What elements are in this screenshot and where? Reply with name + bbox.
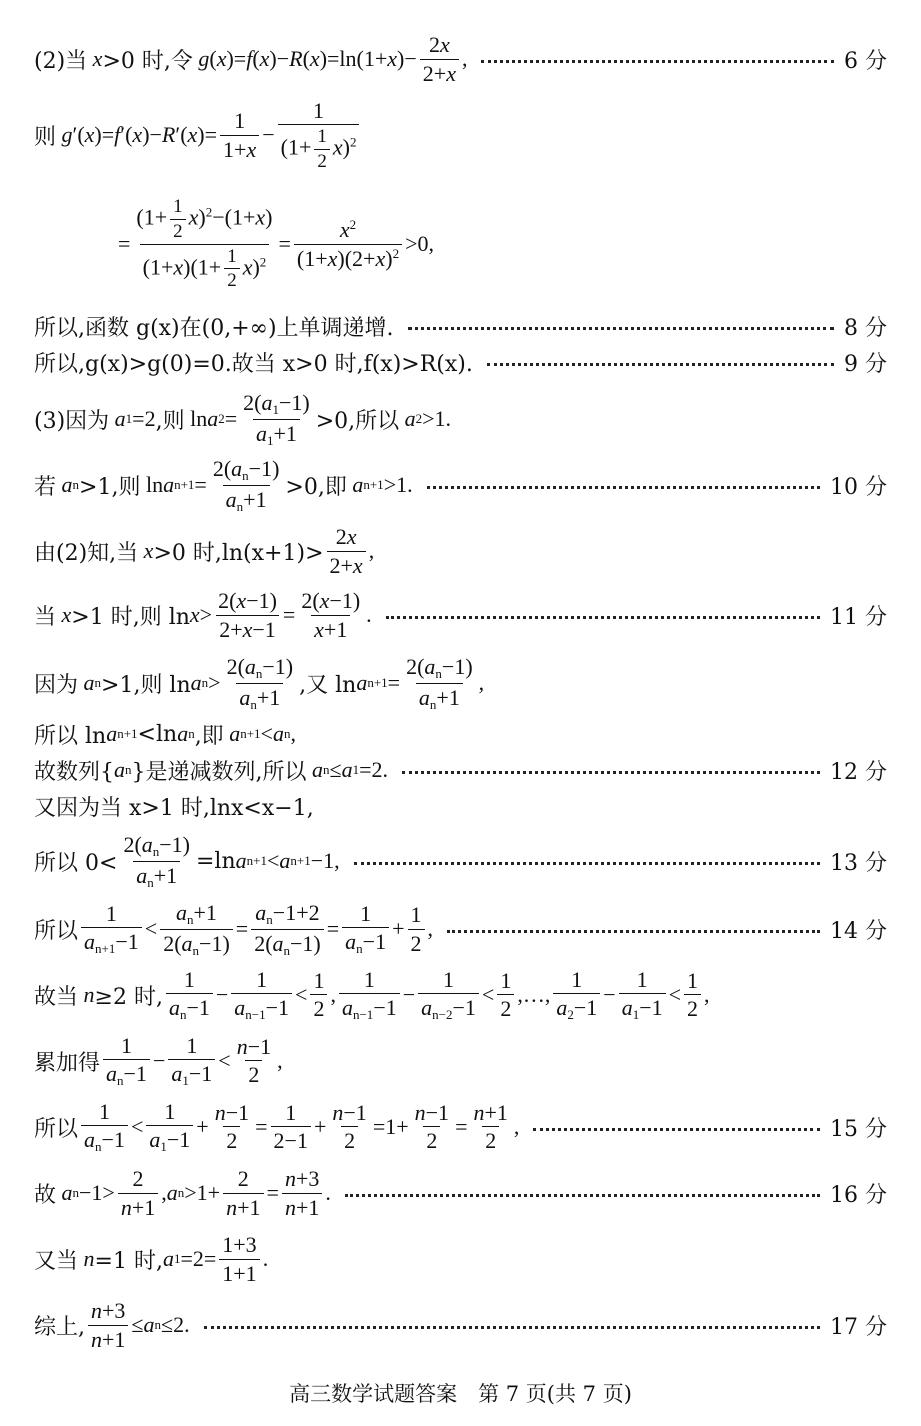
score-label: 12 分 — [830, 759, 887, 785]
score-label: 16 分 — [830, 1182, 887, 1208]
step-line-7: 若 a n >1,则 ln a n+1 = $\frac{2(a_n-1)}{a_n+1}$ >0,即 a n+1 >1. 10 分 — [34, 455, 887, 514]
dot-leader — [533, 1128, 820, 1131]
step-line-13: 又因为当 x>1 时,lnx<x−1, — [34, 795, 314, 821]
step-line-18: 所以 $\frac{1}{a_n-1}$ < $\frac{1}{a_1-1}$ + $\frac{n-1}{2}$ = $\frac{1}{2-1}$ + $\frac{n-1}{2}$ =1+ $\frac{n-1}{2}$ = $\frac{n+1}{2}$ , 15 分 — [34, 1099, 887, 1155]
step-line-20: 又当 n =1 时, a 1 =2= $\frac{1+3}{1+1}$ . — [34, 1232, 269, 1286]
score-label: 15 分 — [830, 1116, 887, 1142]
score-label: 6 分 — [844, 48, 887, 74]
step-line-8: 由(2)知,当 x >0 时,ln(x+1)> $\frac{2x}{2+x}$ , — [34, 524, 375, 578]
dot-leader — [408, 327, 834, 330]
dot-leader — [354, 862, 820, 865]
step-line-6: (3)因为 a 1 =2 ,则 ln a 2 = $\frac{2(a_1-1)}{a_1+1}$ >0,所以 a 2 >1. — [34, 389, 452, 448]
step-line-4: 所以,函数 g(x)在(0,+∞)上单调递增. 8 分 — [34, 310, 887, 342]
score-label: 17 分 — [830, 1314, 887, 1340]
step-line-14: 所以 0< $\frac{2(a_n-1)}{a_n+1}$ =ln a n+1 < a n+1 −1, 13 分 — [34, 831, 887, 890]
score-label: 9 分 — [844, 351, 887, 377]
step-line-3: = (1+ $\frac{1}{2}$ x)$^2$−(1+x) (1+x)(1+ $\frac{1}{2}$ x)$^2$ = $\frac{x^2}{(1+x)(2+x)^2}$ >0, — [118, 195, 434, 292]
step-line-16: 故当 n ≥2 时, $\frac{1}{a_n-1}$ − $\frac{1}{a_{n-1}-1}$ < $\frac{1}{2}$ , $\frac{1}{a_{n-1}-1}$ − $\frac{1}{a_{n-2}-1}$ < $\frac{1}{2}$ ,…, $\frac{1}{a_2-1}$ − $\frac{1}{a_1-1}$ < $\frac{1}{2}$ , — [34, 967, 710, 1023]
step-line-9: 当 x >1 时,则 ln x > $\frac{2(x-1)}{2+x-1}$ = $\frac{2(x-1)}{x+1}$ . 11 分 — [34, 588, 887, 642]
dot-leader — [402, 771, 820, 774]
step-line-17: 累加得 $\frac{1}{a_n-1}$ − $\frac{1}{a_1-1}$ < $\frac{n-1}{2}$ , — [34, 1033, 283, 1089]
dot-leader — [481, 60, 834, 63]
dot-leader — [204, 1326, 820, 1329]
dot-leader — [487, 363, 834, 366]
dot-leader — [345, 1194, 820, 1197]
score-label: 13 分 — [830, 850, 887, 876]
dot-leader — [386, 616, 820, 619]
page-footer: 高三数学试题答案 第 7 页(共 7 页) — [289, 1382, 632, 1406]
step-line-5: 所以,g(x)>g(0)=0.故当 x>0 时,f(x)>R(x). 9 分 — [34, 346, 887, 378]
score-label: 14 分 — [830, 918, 887, 944]
dot-leader — [427, 486, 820, 489]
step-line-12: 故数列{ a n }是递减数列,所以 a n ≤ a 1 =2. 12 分 — [34, 754, 887, 786]
step-line-19: 故 a n −1> $\frac{2}{n+1}$ , a n >1+ $\frac{2}{n+1}$ = $\frac{n+3}{n+1}$ . 16 分 — [34, 1166, 887, 1220]
step-line-1: (2)当 x >0 时,令 g ( x )= f ( x )− R ( x )=ln(1+ x )− $\frac{2x}{2+x}$ , 6 分 — [34, 32, 887, 86]
score-label: 8 分 — [844, 315, 887, 341]
dot-leader — [447, 930, 820, 933]
step-line-2: 则 g ′( x )= f ′( x )− R ′( x )= $\frac{1}{1+x}$ − 1 (1+ $\frac{1}{2}$ x)$^2$ — [34, 98, 887, 172]
step-line-11: 所以 ln a n+1 <ln a n ,即 a n+1 < a n , — [34, 721, 296, 749]
step-line-21: 综上, $\frac{n+3}{n+1}$ ≤ a n ≤2. 17 分 — [34, 1298, 887, 1352]
step-line-15: 所以 $\frac{1}{a_{n+1}-1}$ < $\frac{a_n+1}{2(a_n-1)}$ = $\frac{a_n-1+2}{2(a_n-1)}$ = $\frac{1}{a_n-1}$ + $\frac{1}{2}$ , 14 分 — [34, 899, 887, 958]
score-label: 10 分 — [830, 474, 887, 500]
step-line-10: 因为 a n >1,则 ln a n > $\frac{2(a_n-1)}{a_n+1}$ ,又 ln a n+1 = $\frac{2(a_n-1)}{a_n+1}$ , — [34, 653, 485, 712]
score-label: 11 分 — [830, 604, 887, 630]
